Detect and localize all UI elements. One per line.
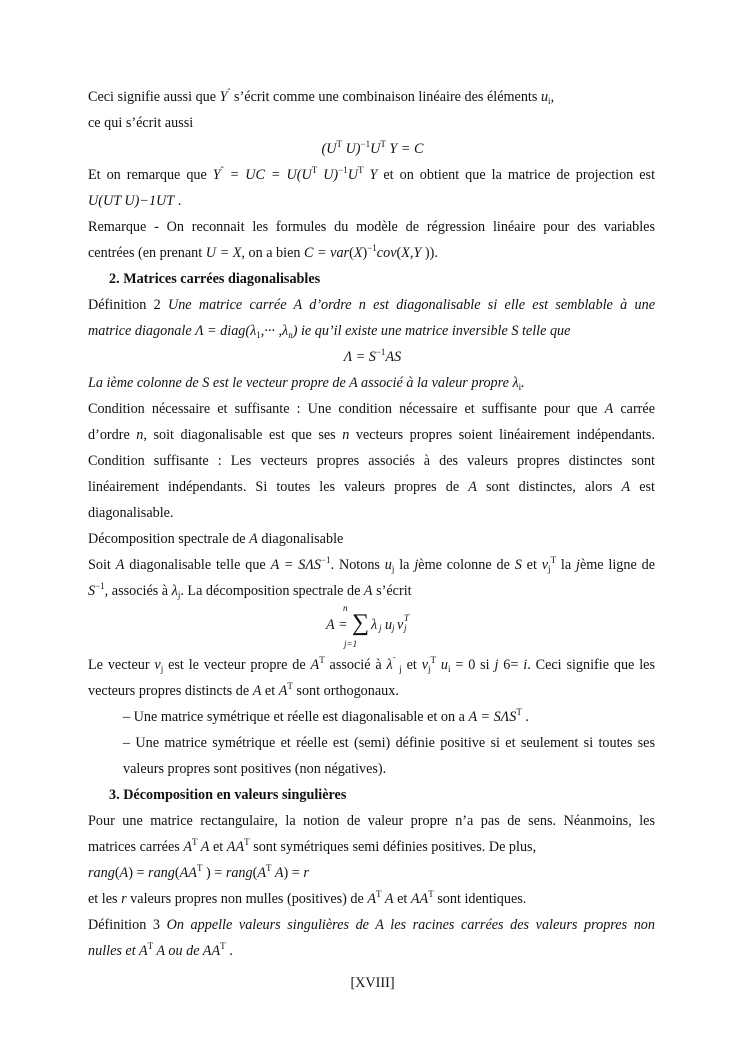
paragraph-line: Le vecteur $v_j$ est le vecteur propre de $A^T$ associé à $\lambda^ˉ$ $_j$ et $v_j^T$ $u_i = 0$ si j 6= i. Ceci signifie que les <box>88 655 655 674</box>
paragraph-line: ce qui s’écrit aussi <box>88 115 194 131</box>
paragraph-line: centrées (en prenant U = X, on a bien $C = var(X)^{-1}cov(X,Y$ )). <box>88 243 438 261</box>
paragraph-line: Condition nécessaire et suffisante : Une condition nécessaire et suffisante pour que A carrée <box>88 401 655 417</box>
paragraph-line: matrices carrées $A^T$ A et $AA^T$ sont symétriques semi définies positives. De plus, <box>88 837 537 855</box>
paragraph-line: Ceci signifie aussi que $Y^ˆ$ s’écrit comme une combinaison linéaire des éléments $u_i$, <box>88 87 555 106</box>
section-heading: 3. Décomposition en valeurs singulières <box>109 787 347 803</box>
equation: ($U^T$ $U)^{-1}U^T$ Y = C <box>321 139 424 157</box>
paragraph-line: U(UT U)−1UT . <box>88 193 182 209</box>
equation-line: rang(A) = $rang(AA^T$ ) = $rang(A^T$ A) = r <box>88 863 309 881</box>
list-item: – Une matrice symétrique et réelle est diagonalisable et on a $A = S\Lambda S^T$ . <box>123 707 529 725</box>
definition-line: Définition 2 Une matrice carrée A d’ordre n est diagonalisable si elle est semblable à une <box>88 297 655 313</box>
definition-line: nulles et $A^T$ A ou de $AA^T$ . <box>88 941 233 959</box>
list-item: – Une matrice symétrique et réelle est (semi) définie positive si et seulement si toutes ses <box>123 735 655 751</box>
definition-line: Définition 3 On appelle valeurs singulières de A les racines carrées des valeurs propres non <box>88 917 655 933</box>
paragraph-line: Décomposition spectrale de A diagonalisable <box>88 531 344 547</box>
paragraph-line: vecteurs propres distincts de A et $A^T$ sont orthogonaux. <box>88 681 399 699</box>
paragraph-line: $S^{-1}$, associés à $\lambda_j$. La décomposition spectrale de A s’écrit <box>88 581 412 600</box>
paragraph-line: d’ordre n, soit diagonalisable est que ses n vecteurs propres soient linéairement indépendants. <box>88 427 655 443</box>
spectral-sum-equation: n A = ∑ λ j u j v T j j=1 <box>326 603 410 649</box>
paragraph-line: diagonalisable. <box>88 505 174 521</box>
page-number: [XVIII] <box>350 975 395 991</box>
paragraph-line: linéairement indépendants. Si toutes les valeurs propres de A sont distinctes, alors A est <box>88 479 655 495</box>
paragraph-line: Et on remarque que $Y^ˆ$ = UC = $U(U^T$ $U)^{-1}U^T$ Y et on obtient que la matrice de projection est <box>88 165 656 183</box>
equation: $\Lambda = S^{-1}AS$ <box>343 347 402 365</box>
definition-line: matrice diagonale $\Lambda = diag(\lambda_1,\cdot\cdot\cdot ,\lambda_n)$ ie qu’il existe une matrice inversible S telle que <box>88 323 571 340</box>
paragraph-line: Pour une matrice rectangulaire, la notion de valeur propre n’a pas de sens. Néanmoins, les <box>88 813 655 829</box>
definition-line: La ième colonne de S est le vecteur propre de A associé à la valeur propre $\lambda_i$. <box>88 375 525 392</box>
section-heading: 2. Matrices carrées diagonalisables <box>109 271 321 287</box>
list-item-continuation: valeurs propres sont positives (non négatives). <box>123 761 387 777</box>
paragraph-line: Condition suffisante : Les vecteurs propres associés à des valeurs propres distinctes sont <box>88 453 655 469</box>
paragraph-line: Soit A diagonalisable telle que $A = S\Lambda S^{-1}$. Notons $u_j$ la jème colonne de S et $v_j^T$ la jème ligne de <box>88 555 655 574</box>
paragraph-line: et les r valeurs propres non mulles (positives) de $A^T$ A et $AA^T$ sont identiques. <box>88 889 527 907</box>
paragraph-line: Remarque - On reconnait les formules du modèle de régression linéaire pour des variables <box>88 219 655 235</box>
